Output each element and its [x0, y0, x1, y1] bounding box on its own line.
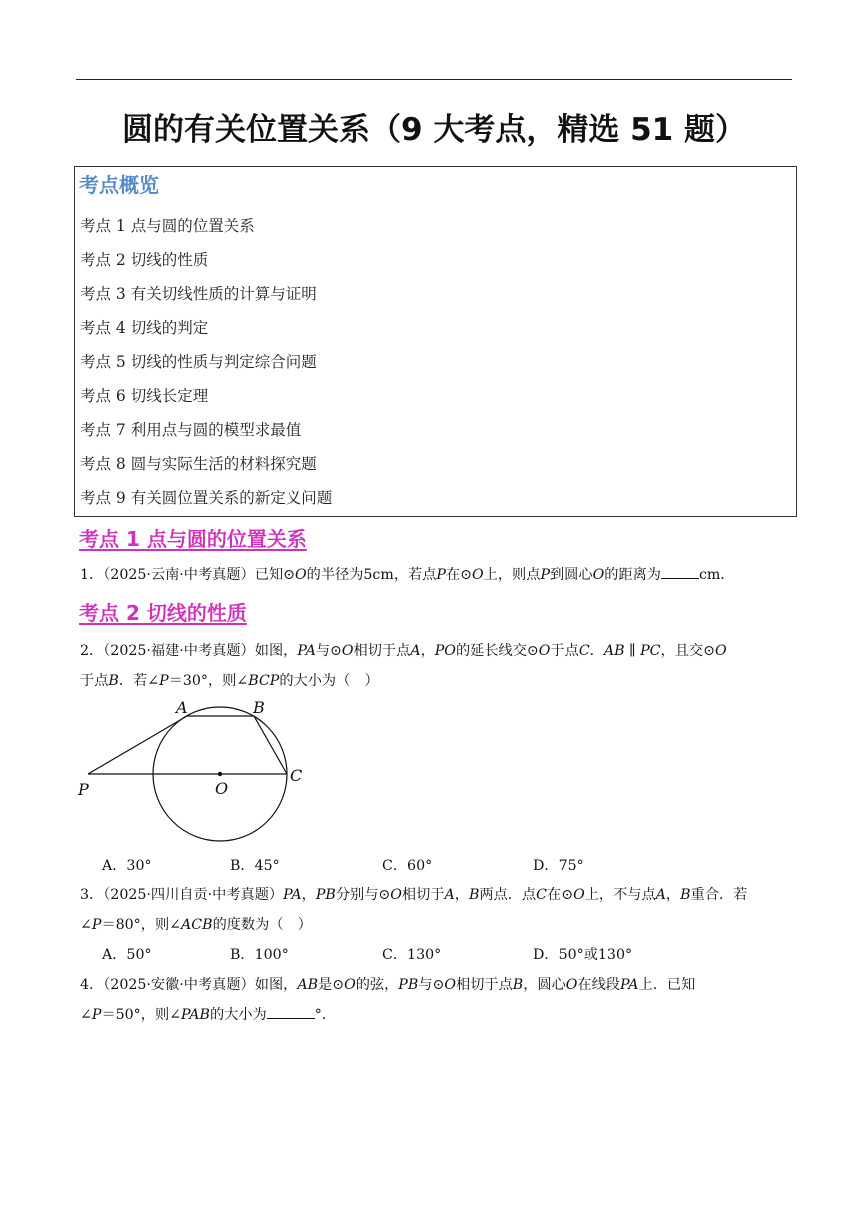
- q2-option-d[interactable]: D．75°: [533, 858, 584, 874]
- q4-answer-blank[interactable]: [267, 1006, 315, 1019]
- q1-text: 上，则点: [483, 567, 541, 583]
- q1-var: P: [540, 567, 550, 583]
- q1-text: 的半径为5cm，若点: [306, 567, 437, 583]
- q1-answer-blank[interactable]: [661, 566, 699, 579]
- q4-text: 是⊙: [318, 977, 345, 993]
- overview-heading: 考点概览: [79, 173, 159, 197]
- overview-item: 考点 3 有关切线性质的计算与证明: [80, 285, 317, 303]
- q3-text: ，: [665, 887, 681, 903]
- q3-var: C: [536, 887, 547, 903]
- q2-text: 与⊙: [315, 643, 342, 659]
- q3-text: ，: [454, 887, 469, 903]
- q4-text: 如图，: [254, 977, 298, 993]
- overview-item: 考点 2 切线的性质: [80, 251, 209, 269]
- q4-var: O: [444, 977, 456, 993]
- q3-var: B: [468, 887, 480, 903]
- q3-var: B: [680, 887, 691, 903]
- q2-var: P: [159, 673, 169, 689]
- q1-var: P: [436, 567, 446, 583]
- q2-var: O: [341, 643, 354, 659]
- center-dot: [218, 772, 222, 776]
- q4-var: O: [565, 977, 578, 993]
- q4-text: ∠: [80, 1007, 92, 1023]
- q2-text: 的延长线交⊙: [455, 643, 539, 659]
- question-2-line-1: [80, 640, 727, 660]
- geometry-figure: [70, 695, 340, 855]
- q1-text: 在⊙: [445, 567, 473, 583]
- q3-text: 的度数为（ ）: [212, 917, 312, 933]
- q3-text: ，: [301, 887, 316, 903]
- q3-var: ACB: [181, 917, 213, 933]
- q4-var: PAB: [181, 1007, 210, 1023]
- q2-text: ＝30°，则∠: [168, 673, 249, 689]
- q2-var: C: [578, 643, 590, 659]
- q4-text: ＝50°，则∠: [101, 1007, 182, 1023]
- q3-text: 在⊙: [547, 887, 574, 903]
- q4-text: °．: [314, 1007, 337, 1023]
- label-o: O: [215, 779, 229, 798]
- tangent-pa: [88, 716, 187, 774]
- q1-text: 到圆心: [549, 567, 593, 583]
- q4-var: B: [512, 977, 524, 993]
- overview-item: 考点 7 利用点与圆的模型求最值: [80, 421, 302, 439]
- q4-var: P: [91, 1007, 102, 1023]
- q3-number: 3．: [80, 887, 104, 903]
- q2-text: 于点: [550, 643, 579, 659]
- q1-text: 已知⊙: [254, 567, 296, 583]
- q4-var: PB: [398, 977, 419, 993]
- q4-var: O: [344, 977, 356, 993]
- q4-text: 相切于点: [456, 977, 513, 993]
- q4-text: 的大小为: [209, 1007, 267, 1023]
- q4-text: ，圆心: [523, 977, 566, 993]
- label-a: A: [176, 698, 188, 717]
- q2-text: 于点: [80, 673, 109, 689]
- q1-unit: cm．: [698, 567, 735, 583]
- q2-text: ．: [589, 643, 604, 659]
- q1-var: O: [295, 567, 307, 583]
- q2-var: AB: [603, 643, 625, 659]
- q3-text: 重合．若: [690, 887, 748, 903]
- q1-text: 的距离为: [604, 567, 661, 583]
- q2-var: A: [410, 643, 421, 659]
- label-c: C: [290, 766, 303, 785]
- q3-option-d[interactable]: D．50°或130°: [533, 947, 633, 963]
- q3-text: ＝80°，则∠: [101, 917, 182, 933]
- q4-text: 在线段: [577, 977, 620, 993]
- page-title: 圆的有关位置关系（9 大考点，精选 51 题）: [121, 112, 747, 148]
- q3-text: ∠: [80, 917, 92, 933]
- overview-item: 考点 4 切线的判定: [80, 319, 209, 337]
- q3-text: 上，不与点: [584, 887, 656, 903]
- overview-item: 考点 1 点与圆的位置关系: [80, 217, 255, 235]
- overview-item: 考点 5 切线的性质与判定综合问题: [80, 353, 317, 371]
- q3-source: （2025·四川自贡·中考真题）: [103, 887, 284, 903]
- q4-var: AB: [297, 977, 318, 993]
- q2-var: PC: [640, 643, 661, 659]
- q2-var: PA: [297, 643, 316, 659]
- q2-option-b[interactable]: B．45°: [230, 858, 280, 874]
- q2-text: ，: [420, 643, 435, 659]
- q2-text: 的大小为（ ）: [279, 673, 379, 689]
- q2-var: B: [108, 673, 119, 689]
- question-1: [80, 564, 735, 584]
- q4-var: PA: [620, 977, 639, 993]
- q2-text: 相切于点: [353, 643, 411, 659]
- q4-text: 的弦，: [355, 977, 399, 993]
- section-heading-1: 考点 1 点与圆的位置关系: [79, 527, 307, 551]
- q3-var: O: [573, 887, 585, 903]
- question-2-line-2: [80, 670, 379, 690]
- q2-text: 如图，: [254, 643, 298, 659]
- q4-text: 上．已知: [638, 977, 696, 993]
- question-3-line-2: [80, 914, 312, 934]
- q3-var: A: [655, 887, 666, 903]
- q2-text: ，且交⊙: [660, 643, 715, 659]
- q3-var: PA: [283, 887, 302, 903]
- q2-option-a[interactable]: A．30°: [102, 858, 152, 874]
- question-4-line-1: [80, 974, 695, 994]
- q2-number: 2．: [80, 643, 104, 659]
- q1-source: （2025·云南·中考真题）: [103, 567, 255, 583]
- q2-text: ∥: [624, 643, 641, 659]
- q1-var: O: [592, 567, 605, 583]
- question-3-line-1: [80, 884, 747, 904]
- q1-number: 1．: [80, 567, 104, 583]
- q3-option-c[interactable]: C．130°: [382, 947, 442, 963]
- q3-var: A: [444, 887, 455, 903]
- q2-source: （2025·福建·中考真题）: [103, 643, 255, 659]
- label-b: B: [253, 698, 265, 717]
- q3-text: 两点．点: [479, 887, 537, 903]
- q3-option-b[interactable]: B．100°: [230, 947, 289, 963]
- segment-bc: [254, 716, 287, 774]
- question-4-line-2: [80, 1004, 336, 1024]
- section-heading-2: 考点 2 切线的性质: [79, 601, 247, 625]
- q3-text: 分别与⊙: [335, 887, 391, 903]
- q4-number: 4．: [80, 977, 104, 993]
- q2-var: BCP: [248, 673, 280, 689]
- q2-text: ．若∠: [118, 673, 160, 689]
- q3-var: O: [390, 887, 402, 903]
- q3-var: P: [91, 917, 102, 933]
- q2-var: O: [714, 643, 727, 659]
- overview-item: 考点 9 有关圆位置关系的新定义问题: [80, 489, 333, 507]
- label-p: P: [78, 780, 89, 799]
- q2-var: PO: [434, 643, 456, 659]
- q2-option-c[interactable]: C．60°: [382, 858, 433, 874]
- q3-text: 相切于: [401, 887, 445, 903]
- overview-item: 考点 6 切线长定理: [80, 387, 209, 405]
- q2-var: O: [538, 643, 551, 659]
- q4-source: （2025·安徽·中考真题）: [103, 977, 255, 993]
- overview-item: 考点 8 圆与实际生活的材料探究题: [80, 455, 317, 473]
- q3-option-a[interactable]: A．50°: [102, 947, 152, 963]
- q4-text: 与⊙: [418, 977, 445, 993]
- q1-var: O: [472, 567, 484, 583]
- header-rule: [76, 79, 792, 80]
- q3-var: PB: [315, 887, 336, 903]
